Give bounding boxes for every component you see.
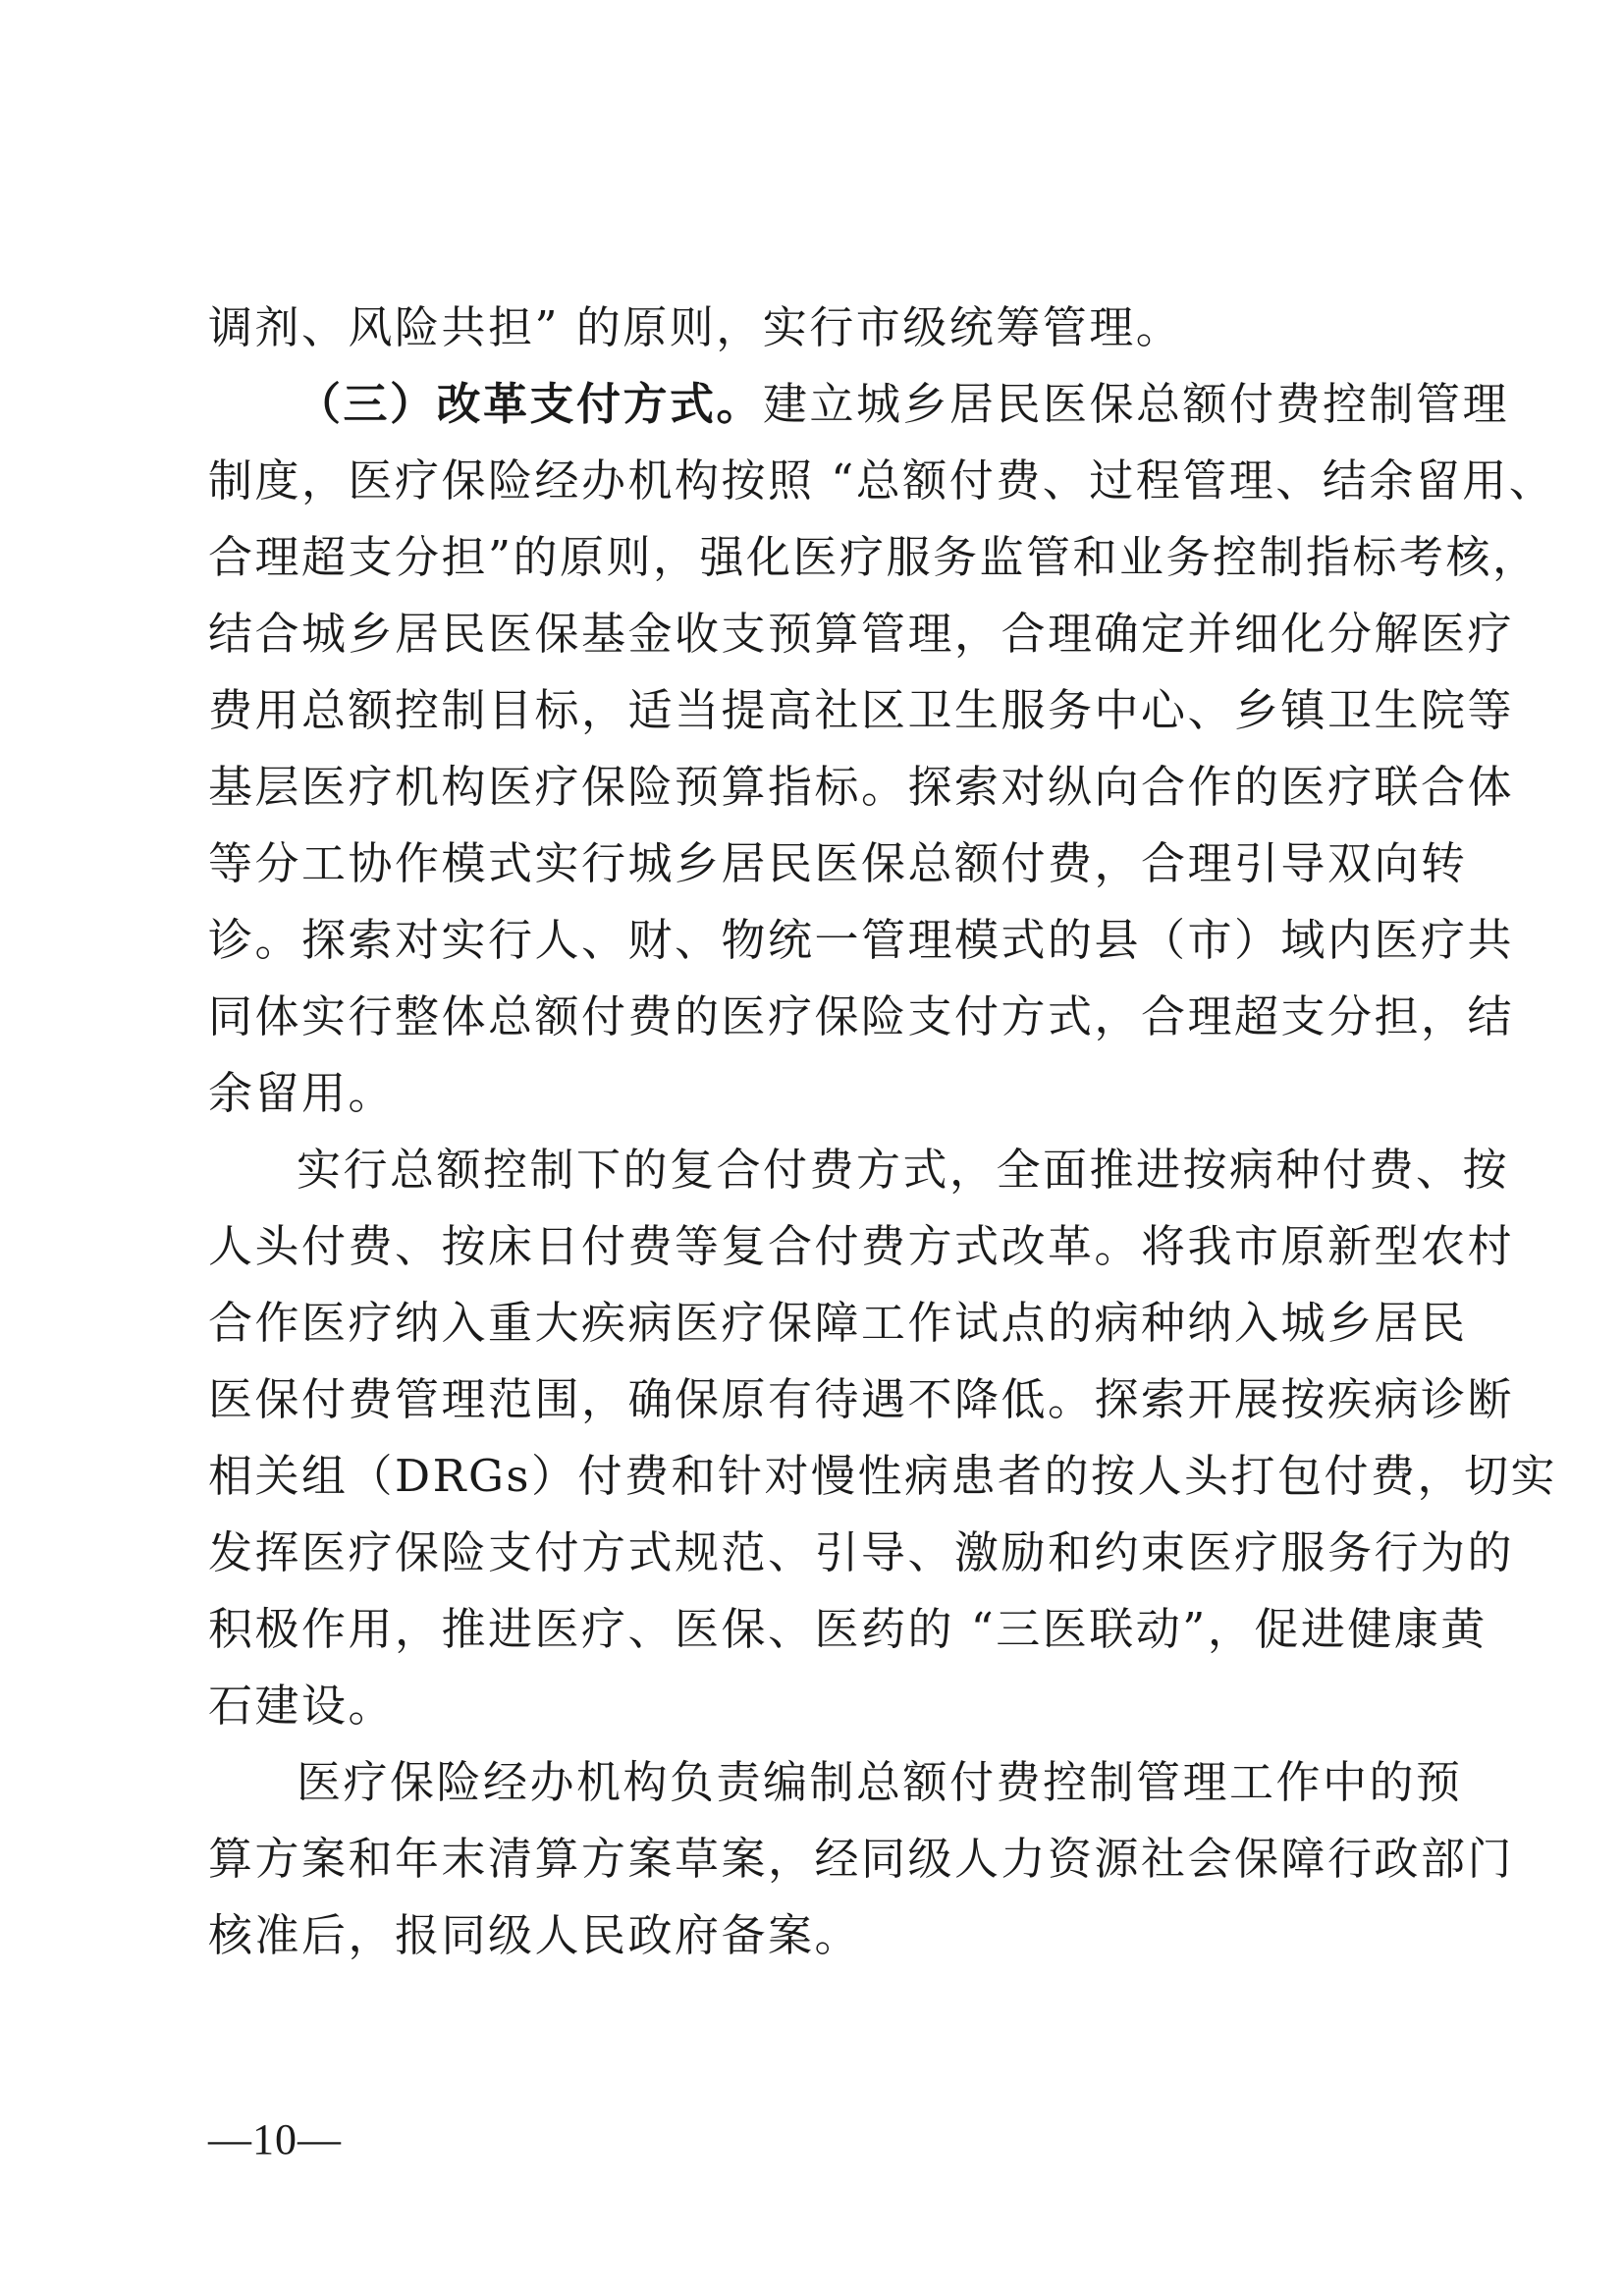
text-line-1: 调剂、风险共担” 的原则，实行市级统筹管理。	[208, 301, 1183, 353]
text-line-12: 实行总额控制下的复合付费方式，全面推进按病种付费、按	[297, 1144, 1510, 1196]
text-line-20: 医疗保险经办机构负责编制总额付费控制管理工作中的预	[297, 1756, 1463, 1808]
text-line-8: 等分工协作模式实行城乡居民医保总额付费，合理引导双向转	[208, 837, 1468, 889]
text-line-19: 石建设。	[208, 1680, 396, 1732]
section-heading: （三）改革支付方式。	[297, 378, 764, 430]
text-line-17: 发挥医疗保险支付方式规范、引导、激励和约束医疗服务行为的	[208, 1526, 1515, 1578]
text-line-13: 人头付费、按床日付费等复合付费方式改革。将我市原新型农村	[208, 1220, 1515, 1272]
text-line-22: 核准后，报同级人民政府备案。	[208, 1909, 862, 1961]
text-line-4: 合理超支分担”的原则，强化医疗服务监管和业务控制指标考核，	[208, 531, 1540, 583]
text-line-21: 算方案和年末清算方案草案，经同级人力资源社会保障行政部门	[208, 1833, 1515, 1885]
text-line-11: 余留用。	[208, 1067, 396, 1119]
text-line-5: 结合城乡居民医保基金收支预算管理，合理确定并细化分解医疗	[208, 608, 1515, 660]
section-heading-rest: 建立城乡居民医保总额付费控制管理	[763, 378, 1510, 430]
text-line-7: 基层医疗机构医疗保险预算指标。探索对纵向合作的医疗联合体	[208, 761, 1515, 813]
page-number: —10—	[208, 2115, 342, 2163]
text-line-18: 积极作用，推进医疗、医保、医药的 “三医联动”，促进健康黄	[208, 1603, 1488, 1655]
text-line-16: 相关组（DRGs）付费和针对慢性病患者的按人头打包付费，切实	[208, 1450, 1558, 1502]
body-text	[208, 290, 1558, 1974]
text-line-6: 费用总额控制目标，适当提高社区卫生服务中心、乡镇卫生院等	[208, 684, 1515, 736]
text-line-10: 同体实行整体总额付费的医疗保险支付方式，合理超支分担，结	[208, 990, 1515, 1042]
text-line-15: 医保付费管理范围，确保原有待遇不降低。探索开展按疾病诊断	[208, 1373, 1515, 1425]
section-heading-line	[208, 366, 1510, 443]
text-line-3: 制度，医疗保险经办机构按照 “总额付费、过程管理、结余留用、	[208, 454, 1556, 507]
text-line-14: 合作医疗纳入重大疾病医疗保障工作试点的病种纳入城乡居民	[208, 1297, 1468, 1349]
text-line-9: 诊。探索对实行人、财、物统一管理模式的县（市）域内医疗共	[208, 914, 1515, 966]
